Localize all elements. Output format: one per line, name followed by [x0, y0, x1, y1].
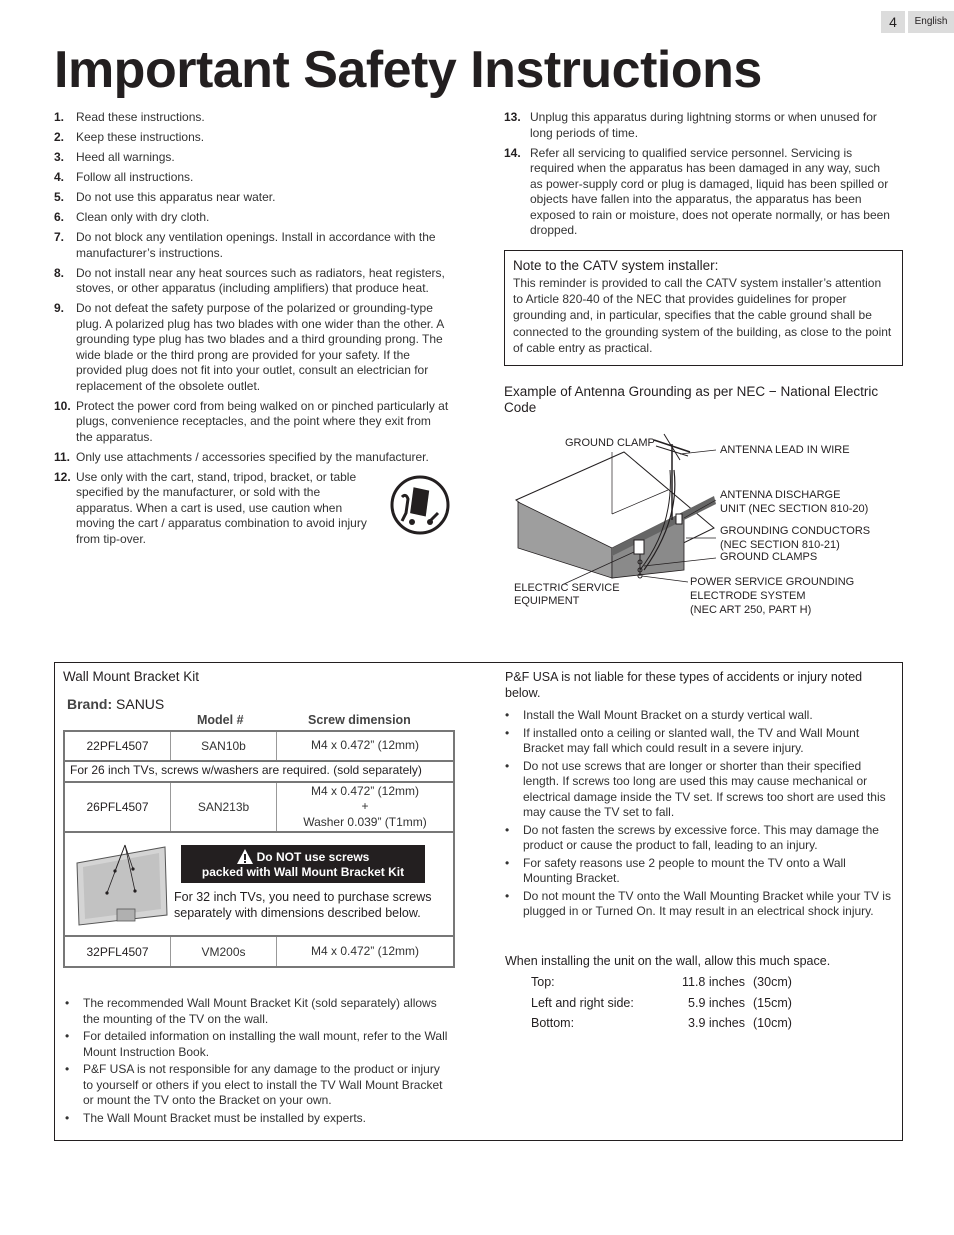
bullet-text: Install the Wall Mount Bracket on a sturdy vertical wall.: [523, 708, 813, 722]
space-intro: When installing the unit on the wall, allow this much space.: [505, 954, 831, 968]
instruction-number: 6.: [54, 210, 65, 224]
label-discharge-2: UNIT (NEC SECTION 810-20): [720, 503, 869, 515]
instruction-text: Only use attachments / accessories specified by the manufacturer.: [76, 449, 429, 464]
brand-name: SANUS: [116, 696, 165, 712]
bullet-text: If installed onto a ceiling or slanted wall, the TV and Wall Mount Bracket may fall which could result in a severe injury.: [523, 725, 860, 755]
instruction-item: [54, 210, 450, 226]
label-discharge-1: ANTENNA DISCHARGE: [720, 489, 841, 501]
brand-label: Brand:: [67, 696, 113, 712]
wall-mount-bullets: [57, 996, 449, 1128]
instruction-item: [54, 130, 450, 146]
bullet-item: [497, 823, 893, 854]
label-conductors-2: (NEC SECTION 810-21): [720, 539, 840, 551]
instruction-text: Unplug this apparatus during lightning storms or when unused for long periods of time.: [530, 110, 877, 140]
catv-body: This reminder is provided to call the CATV system installer’s attention to Article 820-40 of the NEC that provides guidelines for proper grounding and, in particular, specifies that the cable ground shall be connected to the grounding system of the building, as close to the point of cable entry as practical.: [513, 276, 892, 355]
instruction-number: 11.: [54, 449, 71, 464]
bullet-item: [497, 726, 893, 757]
instructions-list-right: [504, 110, 896, 243]
instruction-number: 8.: [54, 265, 65, 280]
space-cm: (10cm): [753, 1016, 792, 1030]
bullet-item: [57, 1062, 449, 1109]
bullet-text: Do not use screws that are longer or shorter than their specified length. If screws too long are used this may cause mechanical or electrical damage inside the TV set. If screws too short are used this may cause the TV set to fall.: [523, 758, 886, 819]
bullet-dot: •: [65, 1110, 70, 1125]
warning-line-1: Do NOT use screws: [256, 850, 370, 864]
space-label: Top:: [531, 975, 555, 989]
screw-32: M4 x 0.472” (12mm): [310, 943, 420, 958]
space-inches: 11.8 inches: [681, 975, 745, 989]
instruction-number: 9.: [54, 301, 65, 315]
bracket-model-32: VM200s: [171, 937, 277, 966]
instruction-text: Do not defeat the safety purpose of the polarized or grounding-type plug. A polarized plug has two blades with one wider than the other. A grounding type plug has two blades and a third grounding prong. The wide blade or the third prong are provided for your safety. If the provided plug does not fit into your outlet, consult an electrician for replacement of the obsolete outlet.: [76, 301, 444, 393]
bullet-dot: •: [65, 996, 70, 1010]
catv-note: [504, 250, 903, 366]
screw-warning-box: [63, 831, 455, 937]
wall-mount-section: [54, 662, 903, 1141]
antenna-grounding-diagram: [504, 430, 904, 625]
space-inches: 3.9 inches: [688, 1016, 745, 1030]
warning-line-2: packed with Wall Mount Bracket Kit: [201, 865, 405, 879]
language-label: English: [908, 11, 954, 33]
instruction-number: 13.: [504, 110, 521, 124]
bullet-text: Do not mount the TV onto the Wall Mounting Bracket while your TV is plugged in or Turned On. It may result in an electrical shock injury.: [523, 888, 891, 918]
table-row-22: [63, 730, 455, 762]
instruction-text: Clean only with dry cloth.: [76, 210, 210, 224]
space-cm: (15cm): [753, 995, 792, 1010]
screw-26-line1: M4 x 0.472” (12mm): [310, 783, 420, 798]
col-model-header: Model #: [197, 713, 244, 727]
instruction-text: Read these instructions.: [76, 110, 205, 124]
bullet-item: [57, 996, 449, 1027]
space-label: Left and right side:: [531, 995, 634, 1010]
bullet-item: [497, 856, 893, 887]
instruction-item: [54, 110, 450, 126]
instruction-number: 14.: [504, 145, 521, 160]
label-conductors-1: GROUNDING CONDUCTORS: [720, 525, 871, 537]
bullet-dot: •: [65, 1062, 70, 1076]
label-service-2: EQUIPMENT: [514, 595, 580, 607]
instruction-number: 5.: [54, 190, 65, 204]
instruction-text: Use only with the cart, stand, tripod, bracket, or table specified by the manufacturer, or sold with the apparatus. When a cart is used, use caution when moving the cart / apparatus combination to avoid injury from tip-over.: [76, 469, 367, 546]
instruction-item: [504, 146, 896, 239]
instruction-item: [54, 170, 450, 186]
label-ground-clamps: GROUND CLAMPS: [720, 551, 818, 563]
tv-model-32: 32PFL4507: [65, 937, 171, 966]
bullet-item: [497, 759, 893, 821]
space-inches: 5.9 inches: [688, 995, 745, 1010]
tv-back-illustration: [73, 841, 169, 931]
bullet-text: The recommended Wall Mount Bracket Kit (sold separately) allows the mounting of the TV on the wall.: [83, 996, 437, 1026]
label-antenna-lead: ANTENNA LEAD IN WIRE: [720, 444, 850, 456]
instruction-item: [54, 150, 450, 166]
bullet-dot: •: [505, 708, 510, 722]
instruction-item: [54, 450, 450, 466]
label-ground-clamp: GROUND CLAMP: [565, 437, 655, 449]
instruction-item: [54, 266, 450, 297]
wall-mount-title: Wall Mount Bracket Kit: [63, 669, 200, 684]
liability-heading: P&F USA is not liable for these types of accidents or injury noted below.: [505, 670, 863, 700]
bullet-item: [57, 1111, 449, 1127]
screw-22: M4 x 0.472” (12mm): [310, 738, 420, 753]
brand-line: [67, 696, 164, 712]
bracket-model-22: SAN10b: [171, 732, 277, 760]
screw-26: [277, 783, 453, 831]
bullet-item: [57, 1029, 449, 1060]
bullet-dot: •: [505, 822, 510, 837]
screw-26-line3: Washer 0.039” (T1mm): [303, 814, 427, 829]
instruction-item: [54, 190, 450, 206]
space-label: Bottom:: [531, 1016, 575, 1030]
page-title: Important Safety Instructions: [54, 41, 762, 99]
space-cm: (30cm): [753, 975, 792, 989]
label-electrode-2: ELECTRODE SYSTEM: [690, 590, 806, 602]
instruction-item: [54, 230, 450, 261]
page-number: 4: [881, 11, 905, 33]
screw-26-line2: +: [361, 799, 369, 814]
instruction-text: Refer all servicing to qualified service personnel. Servicing is required when the apparatus has been damaged in any way, such as power-supply cord or plug is damaged, liquid has been spilled or objects have fallen into the apparatus, the apparatus has been exposed to rain or moisture, does not operate normally, or has been dropped.: [530, 145, 890, 237]
warning-triangle-icon: [237, 849, 253, 864]
table-row-32: [63, 935, 455, 968]
col-screw-header: Screw dimension: [308, 713, 411, 727]
instruction-item: [54, 301, 450, 394]
instruction-text: Do not block any ventilation openings. Install in accordance with the manufacturer’s instructions.: [76, 230, 436, 260]
bullet-dot: •: [65, 1029, 70, 1043]
instruction-text: Follow all instructions.: [76, 170, 194, 184]
bullet-text: For detailed information on installing the wall mount, refer to the Wall Mount Instruction Book.: [83, 1029, 448, 1059]
label-service-1: ELECTRIC SERVICE: [514, 582, 620, 594]
catv-heading: Note to the CATV system installer:: [513, 258, 719, 273]
instruction-text: Keep these instructions.: [76, 130, 205, 144]
label-electrode-1: POWER SERVICE GROUNDING: [690, 576, 855, 588]
instruction-text: Do not install near any heat sources such as radiators, heat registers, stoves, or other apparatus (including amplifiers) that produce heat.: [76, 265, 445, 295]
warning-banner: [181, 845, 425, 883]
tv-model-22: 22PFL4507: [65, 732, 171, 760]
cart-tipover-warning-icon: [390, 475, 450, 535]
instruction-number: 4.: [54, 170, 65, 184]
instruction-number: 12.: [54, 469, 71, 484]
bullet-text: The Wall Mount Bracket must be installed by experts.: [83, 1110, 367, 1125]
bullet-text: Do not fasten the screws by excessive force. This may damage the product or cause the product to fall, leading to an injury.: [523, 822, 879, 852]
bullet-dot: •: [505, 888, 510, 903]
bracket-model-26: SAN213b: [171, 783, 277, 831]
bullet-item: [497, 889, 893, 920]
liability-bullets: [497, 708, 893, 922]
instruction-item: [54, 399, 450, 446]
page-indicator: [881, 11, 954, 33]
bullet-dot: •: [505, 725, 510, 740]
instruction-number: 10.: [54, 398, 71, 413]
label-electrode-3: (NEC ART 250, PART H): [690, 604, 812, 616]
bullet-dot: •: [505, 758, 510, 773]
bullet-text: For safety reasons use 2 people to mount the TV onto a Wall Mounting Bracket.: [523, 855, 846, 885]
instruction-number: 2.: [54, 130, 65, 144]
instruction-number: 1.: [54, 110, 65, 124]
instruction-number: 3.: [54, 150, 65, 164]
instruction-text: Heed all warnings.: [76, 150, 175, 164]
bullet-dot: •: [505, 855, 510, 870]
instruction-text: Protect the power cord from being walked on or pinched particularly at plugs, convenience receptacles, and the point where they exit from the apparatus.: [76, 398, 449, 444]
tv-model-26: 26PFL4507: [65, 783, 171, 831]
instruction-text: Do not use this apparatus near water.: [76, 190, 276, 204]
instruction-number: 7.: [54, 230, 65, 244]
note-26-inch: For 26 inch TVs, screws w/washers are required. (sold separately): [63, 760, 455, 782]
note-32-inch: For 32 inch TVs, you need to purchase screws separately with dimensions described below.: [174, 890, 432, 920]
instruction-item: [504, 110, 896, 141]
antenna-grounding-title: Example of Antenna Grounding as per NEC − National Electric Code: [504, 384, 879, 415]
table-row-26: [63, 781, 455, 833]
bullet-item: [497, 708, 893, 724]
bullet-text: P&F USA is not responsible for any damage to the product or injury to yourself or others if you elect to install the TV Wall Mount Bracket or mount the TV onto the Bracket on your own.: [83, 1062, 443, 1107]
